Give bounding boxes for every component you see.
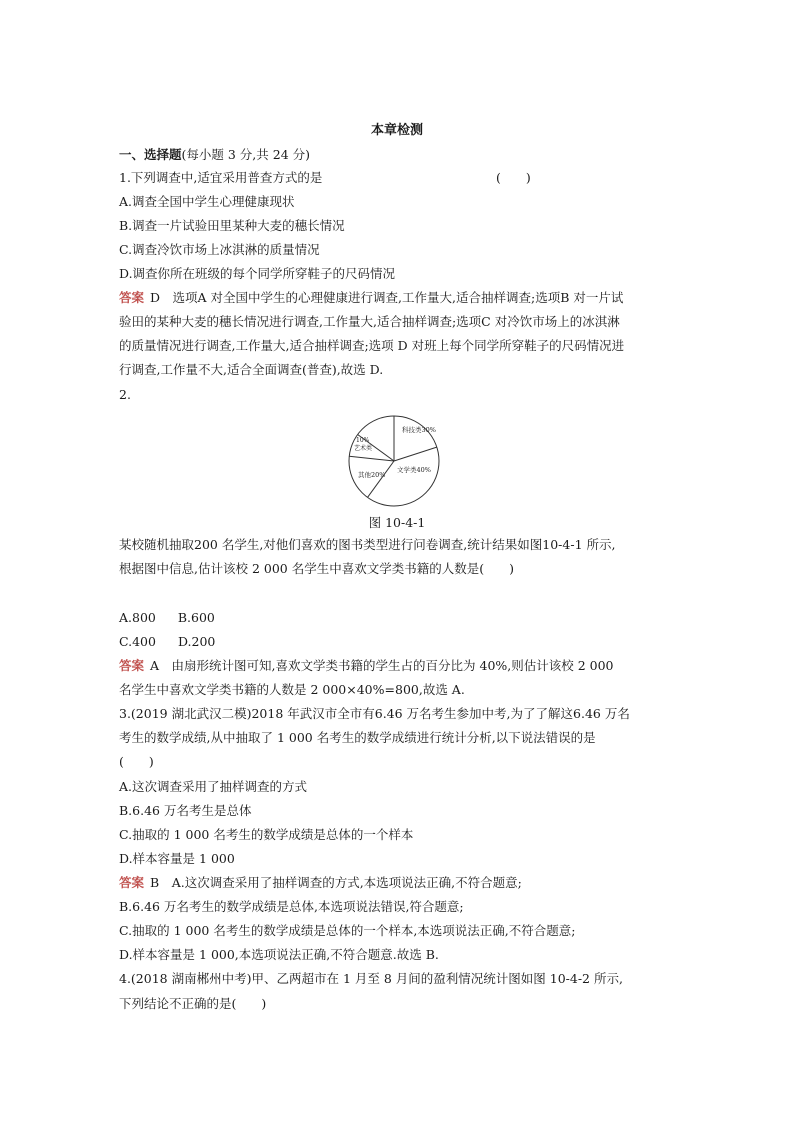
pie-chart-figure	[340, 414, 450, 509]
q3-stem-line-1: 3.(2019 湖北武汉二模)2018 年武汉市全市有6.46 万名考生参加中考,为了了解这6.46 万名	[119, 706, 630, 721]
pie-label-other: 其他20%	[358, 471, 386, 479]
q2-stem-line-2: 根据图中信息,估计该校 2 000 名学生中喜欢文学类书籍的人数是( )	[119, 561, 514, 576]
q3-stem-line-2: 考生的数学成绩,从中抽取了 1 000 名考生的数学成绩进行统计分析,以下说法错误的是	[119, 730, 596, 745]
q4-stem-line-2: 下列结论不正确的是( )	[119, 996, 267, 1011]
q1-option-c: C.调查冷饮市场上冰淇淋的质量情况	[119, 242, 320, 257]
q2-option-d: D.200	[177, 634, 216, 649]
page-title: 本章检测	[370, 123, 423, 138]
pie-label-art-pct: 10%	[356, 437, 370, 444]
q2-options-row-2	[119, 633, 215, 651]
q3-option-c: C.抽取的 1 000 名考生的数学成绩是总体的一个样本	[119, 827, 414, 842]
q2-option-a: A.800	[119, 610, 156, 625]
q3-option-a: A.这次调查采用了抽样调查的方式	[119, 779, 308, 794]
answer-label: 答案	[119, 290, 145, 305]
q3-stem-line-3: ( )	[119, 754, 154, 769]
q4-stem-line-1: 4.(2018 湖南郴州中考)甲、乙两超市在 1 月至 8 月间的盈利情况统计图如图 10-4-2 所示,	[119, 971, 623, 986]
section-head-label: 一、选择题	[119, 147, 182, 162]
pie-label-literature: 文学类40%	[397, 466, 431, 474]
q1-answer-line-3: 的质量情况进行调查,工作量大,适合抽样调查;选项 D 对班上每个同学所穿鞋子的尺码情况进	[119, 338, 625, 353]
q1-answer-line-2: 验田的某种大麦的穗长情况进行调查,工作量大,适合抽样调查;选项C 对冷饮市场上的冰淇淋	[119, 314, 620, 329]
figure-caption: 图 10-4-1	[368, 515, 426, 530]
q2-option-b: B.600	[177, 610, 215, 625]
q1-answer-text-1: D 选项A 对全国中学生的心理健康进行调查,工作量大,适合抽样调查;选项B 对一片试	[150, 290, 624, 305]
q3-answer-line-3: C.抽取的 1 000 名考生的数学成绩是总体的一个样本,本选项说法正确,不符合题意;	[119, 923, 576, 938]
q2-answer-text-1: A 由扇形统计图可知,喜欢文学类书籍的学生占的百分比为 40%,则估计该校 2 000	[150, 658, 614, 673]
q2-options-row-1	[119, 609, 215, 627]
answer-label: 答案	[119, 875, 145, 890]
pie-chart-svg	[340, 414, 450, 509]
q2-stem-line-1: 某校随机抽取200 名学生,对他们喜欢的图书类型进行问卷调查,统计结果如图10-4-1 所示,	[119, 537, 616, 552]
q3-option-d: D.样本容量是 1 000	[119, 851, 235, 866]
q3-answer-text-1: B A.这次调查采用了抽样调查的方式,本选项说法正确,不符合题意;	[150, 875, 522, 890]
section-heading	[119, 146, 310, 164]
q1-option-d: D.调查你所在班级的每个同学所穿鞋子的尺码情况	[119, 266, 396, 281]
q3-option-b: B.6.46 万名考生是总体	[119, 803, 252, 818]
q2-number: 2.	[119, 387, 131, 402]
pie-label-art: 艺术类	[354, 445, 373, 452]
q3-answer-line-4: D.样本容量是 1 000,本选项说法正确,不符合题意.故选 B.	[119, 947, 439, 962]
q1-answer-line-1	[119, 289, 623, 307]
q2-answer-line-1	[119, 657, 614, 675]
q1-option-a: A.调查全国中学生心理健康现状	[119, 194, 295, 209]
answer-label: 答案	[119, 658, 145, 673]
q2-answer-line-2: 名学生中喜欢文学类书籍的人数是 2 000×40%=800,故选 A.	[119, 682, 465, 697]
section-note: (每小题 3 分,共 24 分)	[181, 147, 310, 162]
q3-answer-line-1	[119, 874, 522, 892]
q1-option-b: B.调查一片试验田里某种大麦的穗长情况	[119, 218, 345, 233]
q1-stem: 1.下列调查中,适宜采用普查方式的是	[119, 170, 323, 185]
q1-answer-paren: ( )	[496, 170, 531, 185]
pie-label-science: 科技类30%	[402, 426, 436, 434]
q2-option-c: C.400	[119, 634, 156, 649]
q1-answer-line-4: 行调查,工作量不大,适合全面调查(普查),故选 D.	[119, 362, 384, 377]
q3-answer-line-2: B.6.46 万名考生的数学成绩是总体,本选项说法错误,符合题意;	[119, 899, 464, 914]
